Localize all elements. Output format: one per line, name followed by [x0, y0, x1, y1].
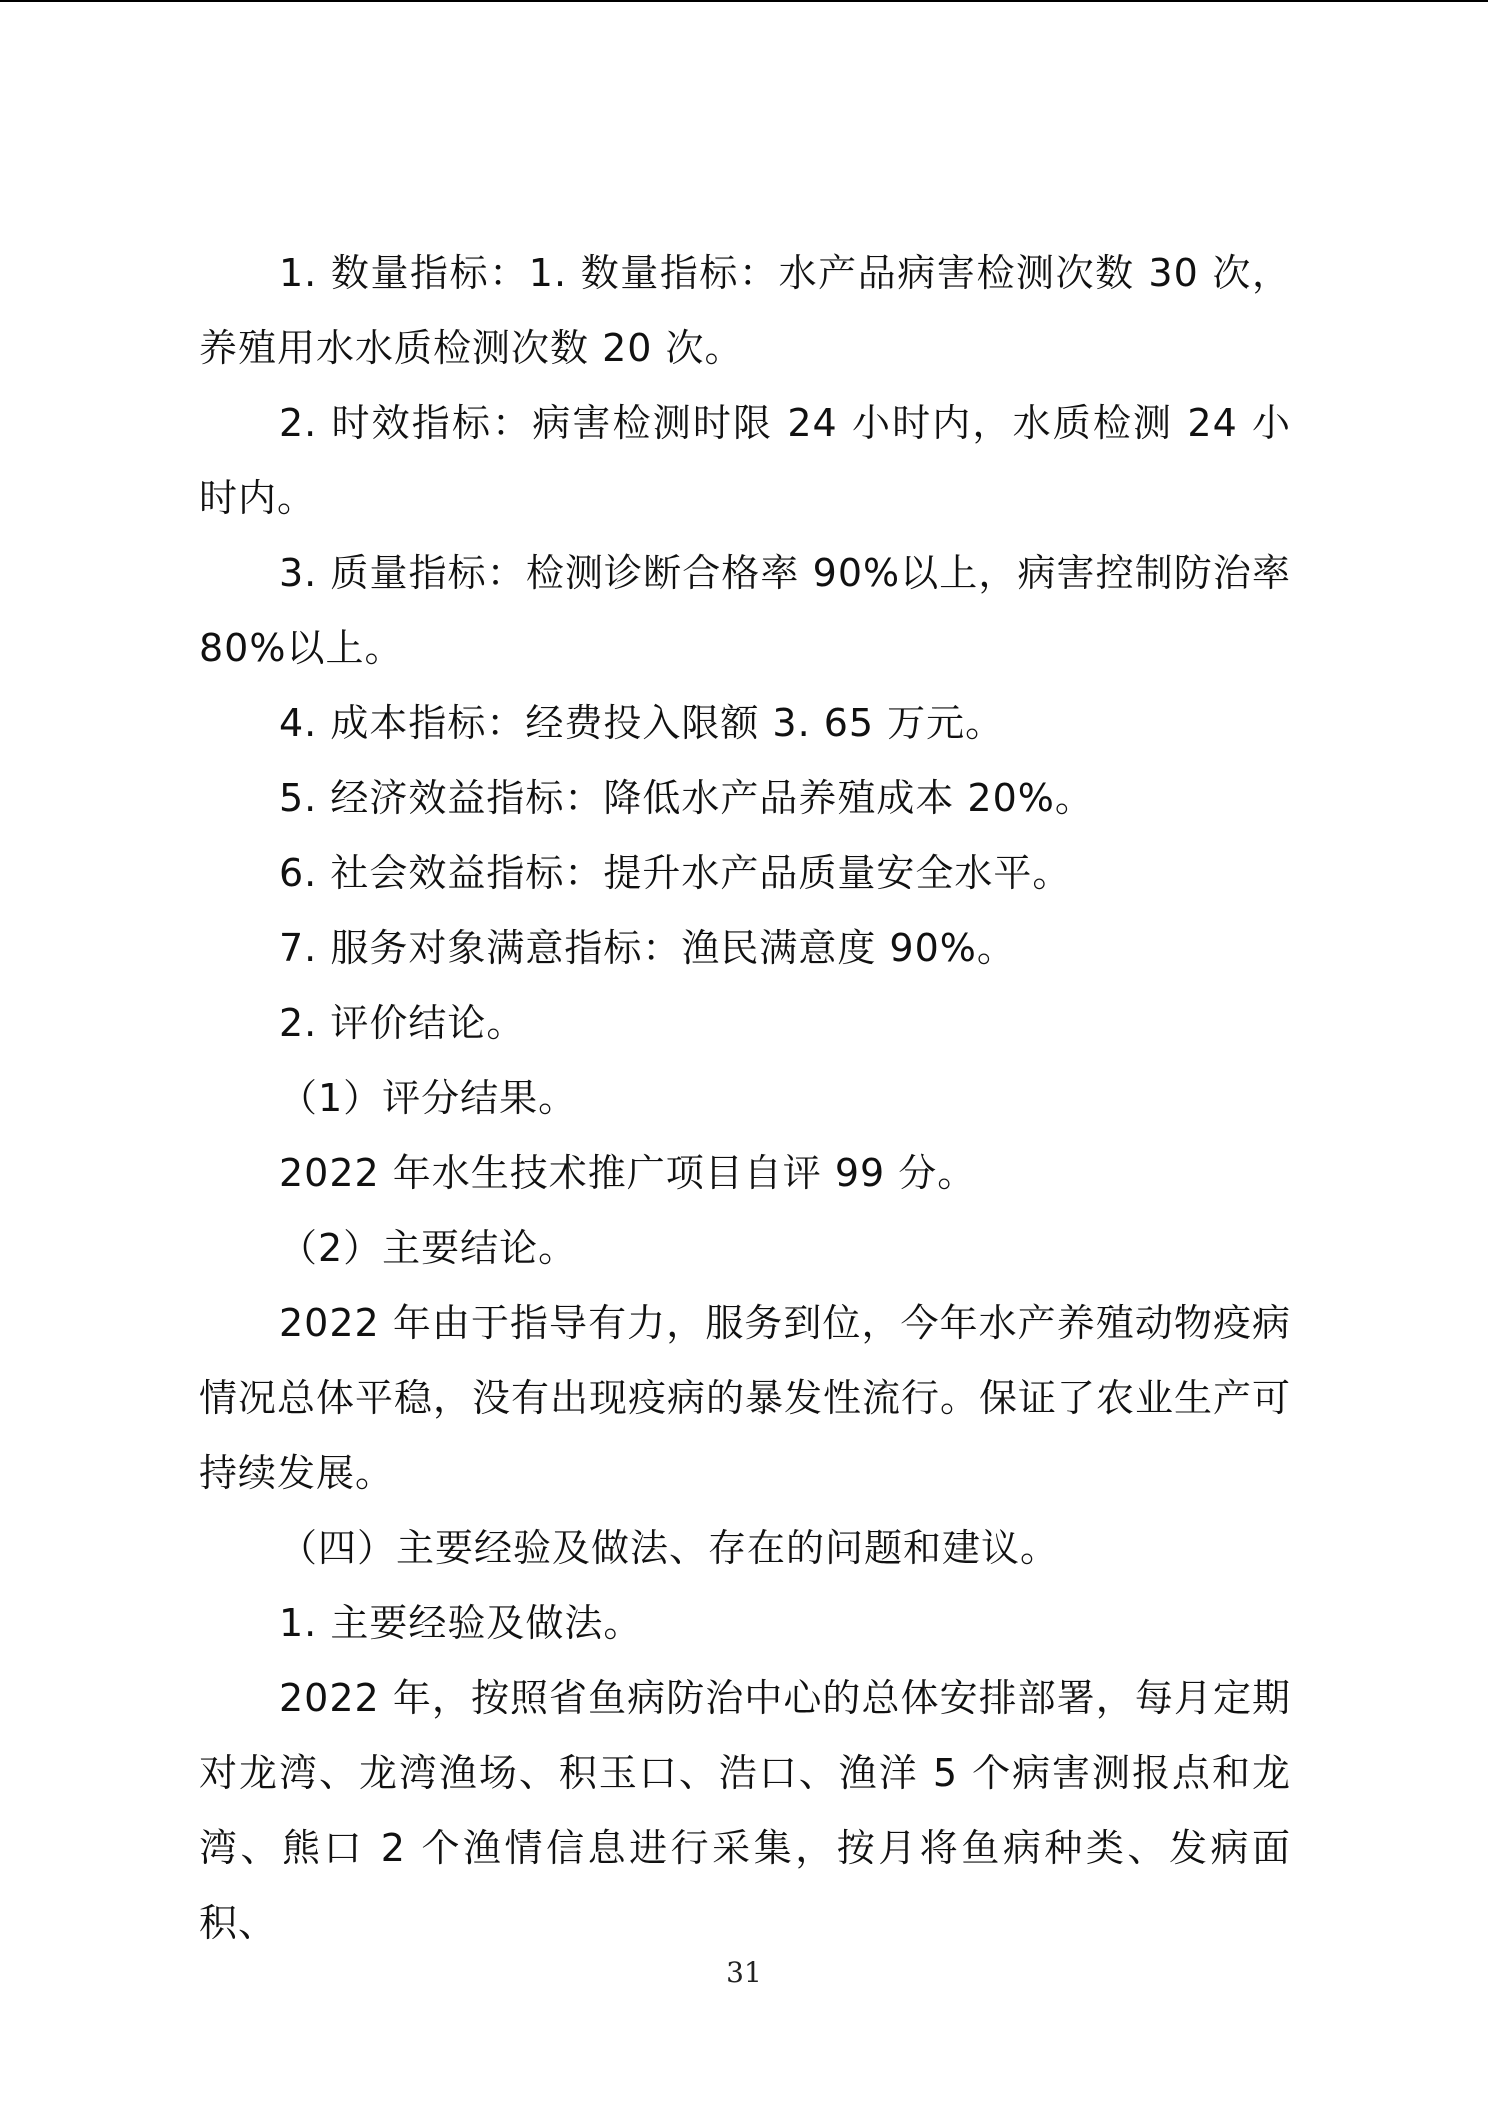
paragraph-economic-indicator: 5. 经济效益指标：降低水产品养殖成本 20%。	[279, 776, 1094, 820]
page-top-border	[0, 0, 1488, 2]
heading-evaluation-conclusion: 2. 评价结论。	[279, 1001, 526, 1045]
document-body	[199, 236, 1291, 1961]
heading-score-result: （1）评分结果。	[279, 1076, 578, 1120]
heading-experience-issues: （四）主要经验及做法、存在的问题和建议。	[279, 1526, 1060, 1570]
paragraph-quality-indicator: 3. 质量指标：检测诊断合格率 90%以上，病害控制防治率 80%以上。	[199, 551, 1291, 670]
paragraph-quantity-indicator: 1. 数量指标：1. 数量指标：水产品病害检测次数 30 次，养殖用水水质检测次数 20 次。	[199, 251, 1291, 370]
paragraph-main-conclusion: 2022 年由于指导有力，服务到位，今年水产养殖动物疫病情况总体平稳，没有出现疫病的暴发性流行。保证了农业生产可持续发展。	[199, 1301, 1292, 1495]
paragraph-main-experience: 2022 年，按照省鱼病防治中心的总体安排部署，每月定期对龙湾、龙湾渔场、积玉口、浩口、渔洋 5 个病害测报点和龙湾、熊口 2 个渔情信息进行采集，按月将鱼病种类、发病面积、	[199, 1676, 1291, 1945]
paragraph-timeliness-indicator: 2. 时效指标：病害检测时限 24 小时内，水质检测 24 小时内。	[199, 401, 1291, 520]
page-number: 31	[726, 1956, 762, 1989]
paragraph-social-indicator: 6. 社会效益指标：提升水产品质量安全水平。	[279, 851, 1072, 895]
heading-main-experience: 1. 主要经验及做法。	[279, 1601, 643, 1645]
heading-main-conclusion: （2）主要结论。	[279, 1226, 578, 1270]
paragraph-score: 2022 年水生技术推广项目自评 99 分。	[279, 1151, 977, 1195]
paragraph-satisfaction-indicator: 7. 服务对象满意指标：渔民满意度 90%。	[279, 926, 1016, 970]
paragraph-cost-indicator: 4. 成本指标：经费投入限额 3. 65 万元。	[279, 701, 1005, 745]
